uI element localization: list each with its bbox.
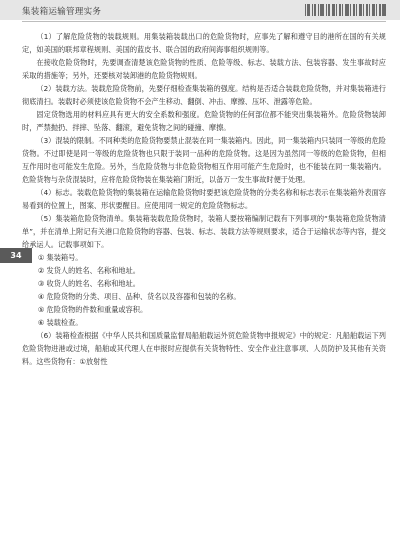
header-divider xyxy=(22,21,386,22)
running-title: 集装箱运输管理实务 xyxy=(22,7,102,17)
barcode-decoration xyxy=(300,4,386,16)
paragraph-securing: 固定货物选用的材料应具有更大的安全系数和强度。危险货物的任何部位都不能突出集装箱外。危险货物装卸时，严禁抛扔、拌摔、坠落、翻滚，避免货物之间的碰撞、摩擦。 xyxy=(22,110,386,132)
list-item: ⑥ 装载检查。 xyxy=(37,318,83,327)
body-text xyxy=(22,30,386,368)
page-number-tab: 34 xyxy=(0,248,32,263)
list-item: ⑤ 危险货物的件数和重量或容积。 xyxy=(37,305,148,314)
paragraph-dangerous-goods-list: （5）集装箱危险货物清单。集装箱装载危险货物时，装箱人要按箱编制记载有下列事项的“集装箱危险货物清单”，并在清单上附记有关港口危险货物的容器、包装、标志、装载方法等规则要求，适合于运输状态等内容，提交给承运人。记载事项如下。 xyxy=(22,214,386,249)
paragraph-loading-method: （2）装载方法。装载危险货物前，先要仔细检查集装箱的强度。结构是否适合装载危险货物，并对集装箱进行彻底清扫。装载时必须使该危险货物不会产生移动、翻倒、冲击、摩擦、压坏、泄露等危险。 xyxy=(22,84,386,106)
list-item: ③ 收货人的姓名、名称和地址。 xyxy=(37,279,140,288)
page-header xyxy=(0,0,400,20)
paragraph-loading-rules: （1）了解危险货物的装载规则。用集装箱装载出口的危险货物时，应事先了解和遵守目的港所在国的有关规定，如美国的联邦章程规则、美国的蓝皮书、联合国的政府间海事组织规则等。 xyxy=(22,32,386,54)
list-item: ② 发货人的姓名、名称和地址。 xyxy=(37,266,140,275)
list-item: ① 集装箱号。 xyxy=(37,253,83,262)
paragraph-packing-inspection: （6）装箱检查根据《中华人民共和国质量监督局船舶载运外贸危险货物申报规定》中的规定：凡船舶载运下列危险货物进港或过境，船舶或其代理人在申报时应提供有关货物特性、安全作业注意事项、人员防护及其他有关资料。这些货物有：①放射性 xyxy=(22,331,386,366)
paragraph-marking: （4）标志。装载危险货物的集装箱在运输危险货物时要把该危险货物的分类名称和标志表示在集装箱外表面容易看到的位置上，图案、形状要醒目。应使用同一规定的危险货物标志。 xyxy=(22,188,386,210)
paragraph-mixed-loading: （3）混装的限制。不同种类的危险货物要禁止混装在同一集装箱内。因此，同一集装箱内只装同一等级的危险货物。不过即使是同一等级的危险货物也只限于装同一品种的危险货物。这是因为虽然同一等级的危险货物，但相互作用时也可能发生危险。另外，当危险货物与非危险货物相互作用可能产生危险时，也不能装在同一集装箱内。危险货物与杂货混装时，应将危险货物装在集装箱门附近，以备万一发生事故时便于处理。 xyxy=(22,136,386,184)
paragraph-receiving-check: 在接收危险货物时，先要调查清楚该危险货物的性质、危险等级、标志、装载方法、包装容器、发生事故时应采取的措施等；另外，还要核对装卸港的危险货物规则。 xyxy=(22,58,386,80)
list-item: ④ 危险货物的分类、项目、品种、货名以及容器和包装的名称。 xyxy=(37,292,241,301)
